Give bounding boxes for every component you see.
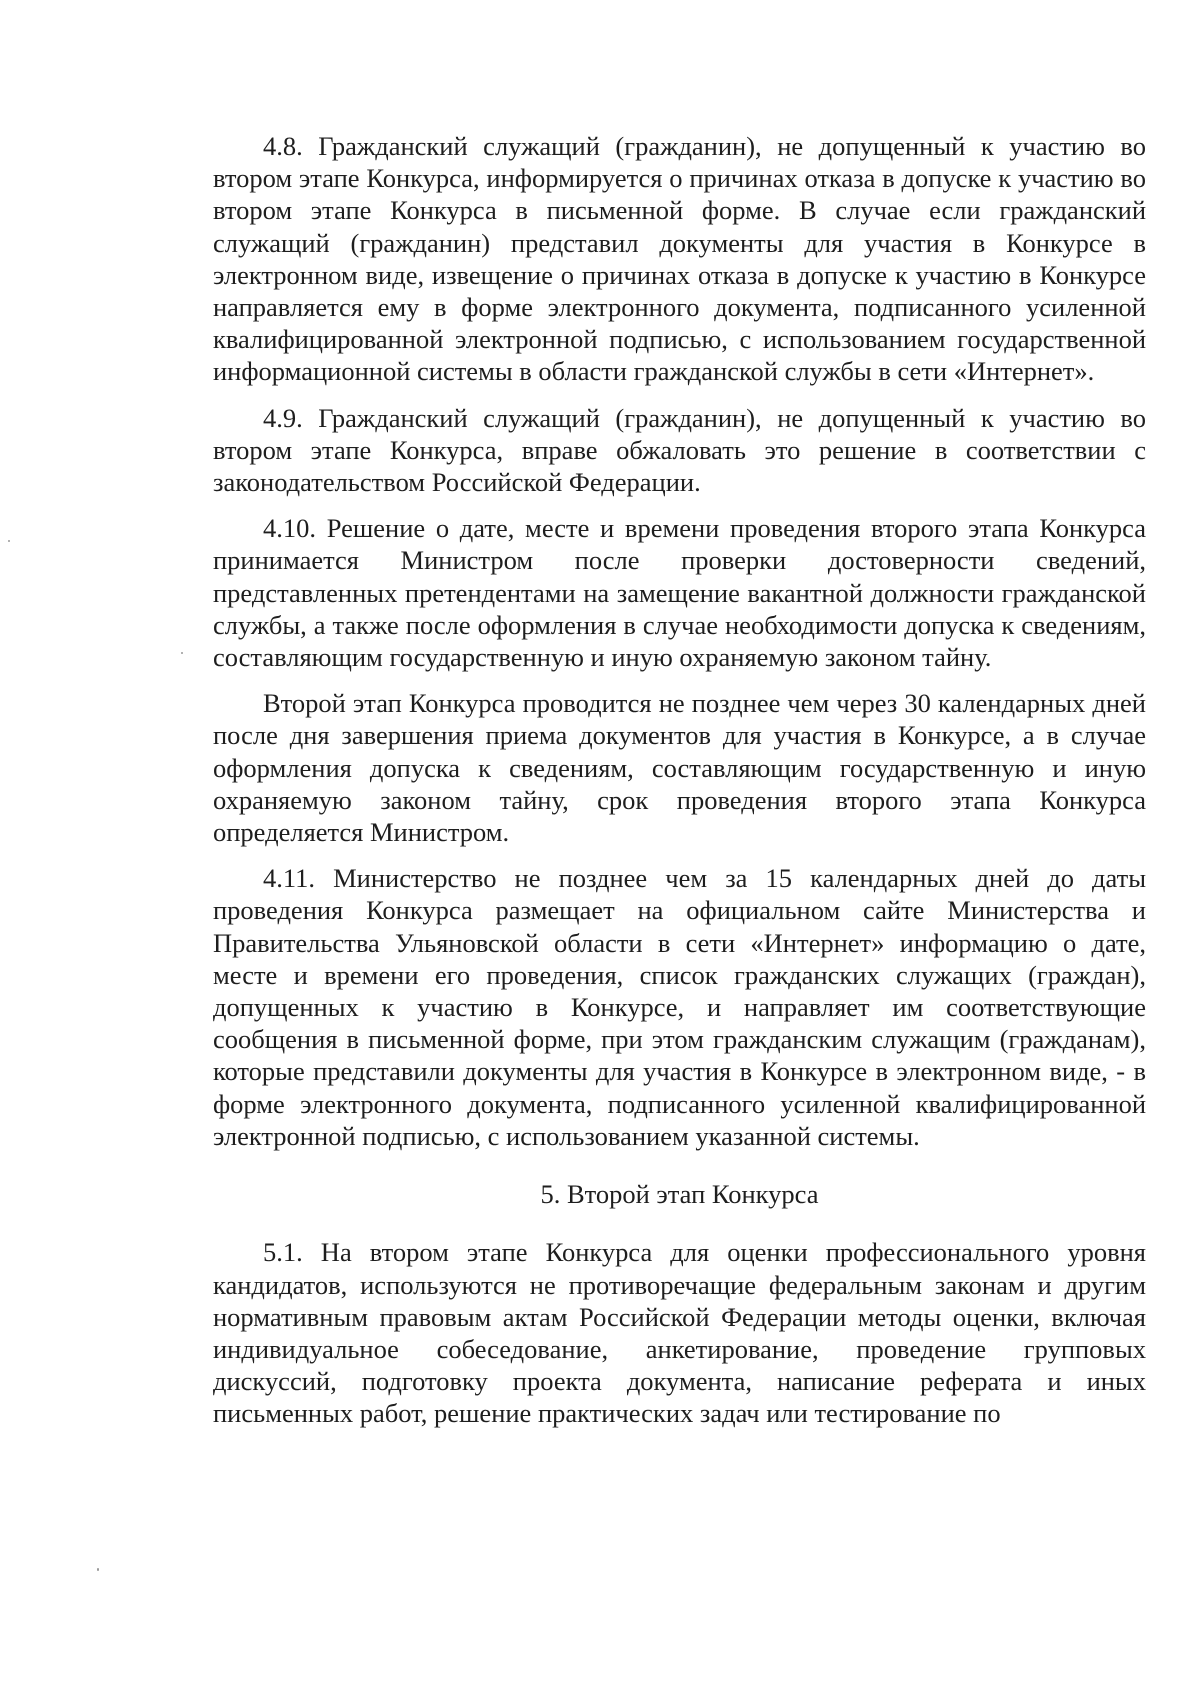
scan-speck [97, 1568, 99, 1571]
document-body [213, 130, 1146, 1430]
paragraph-4-11: 4.11. Министерство не позднее чем за 15 календарных дней до даты проведения Конкурса размещает на официальном сайте Министерства и Правительства Ульяновской области в сети «Интернет» информацию о дате, месте и времени его проведения, список гражданских служащих (граждан), допущенных к участию в Конкурсе, и направляет им соответствующие сообщения в письменной форме, при этом гражданским служащим (гражданам), которые представили документы для участия в Конкурсе в электронном виде, - в форме электронного документа, подписанного усиленной квалифицированной электронной подписью, с использованием указанной системы. [213, 863, 1146, 1151]
scan-speck [181, 652, 183, 654]
paragraph-4-9: 4.9. Гражданский служащий (гражданин), не допущенный к участию во втором этапе Конкурса, вправе обжаловать это решение в соответствии с законодательством Российской Федерации. [213, 402, 1146, 498]
paragraph-4-10: 4.10. Решение о дате, месте и времени проведения второго этапа Конкурса принимается Министром после проверки достоверности сведений, представленных претендентами на замещение вакантной должности гражданской службы, а также после оформления в случае необходимости допуска к сведениям, составляющим государственную и иную охраняемую законом тайну. [213, 513, 1146, 673]
section-heading-5: 5. Второй этап Конкурса [540, 1179, 819, 1210]
paragraph-second-stage-timing: Второй этап Конкурса проводится не позднее чем через 30 календарных дней после дня завершения приема документов для участия в Конкурсе, а в случае оформления допуска к сведениям, составляющим государственную и иную охраняемую законом тайну, срок проведения второго этапа Конкурса определяется Министром. [213, 688, 1146, 848]
paragraph-4-8: 4.8. Гражданский служащий (гражданин), не допущенный к участию во втором этапе Конкурса, информируется о причинах отказа в допуске к участию во втором этапе Конкурса в письменной форме. В случае если гражданский служащий (гражданин) представил документы для участия в Конкурсе в электронном виде, извещение о причинах отказа в допуске к участию в Конкурсе направляется ему в форме электронного документа, подписанного усиленной квалифицированной электронной подписью, с использованием государственной информационной системы в области гражданской службы в сети «Интернет». [213, 131, 1146, 387]
paragraph-5-1: 5.1. На втором этапе Конкурса для оценки профессионального уровня кандидатов, используются не противоречащие федеральным законам и другим нормативным правовым актам Российской Федерации методы оценки, включая индивидуальное собеседование, анкетирование, проведение групповых дискуссий, подготовку проекта документа, написание реферата и иных письменных работ, решение практических задач или тестирование по [213, 1237, 1146, 1429]
scan-speck [8, 540, 10, 542]
